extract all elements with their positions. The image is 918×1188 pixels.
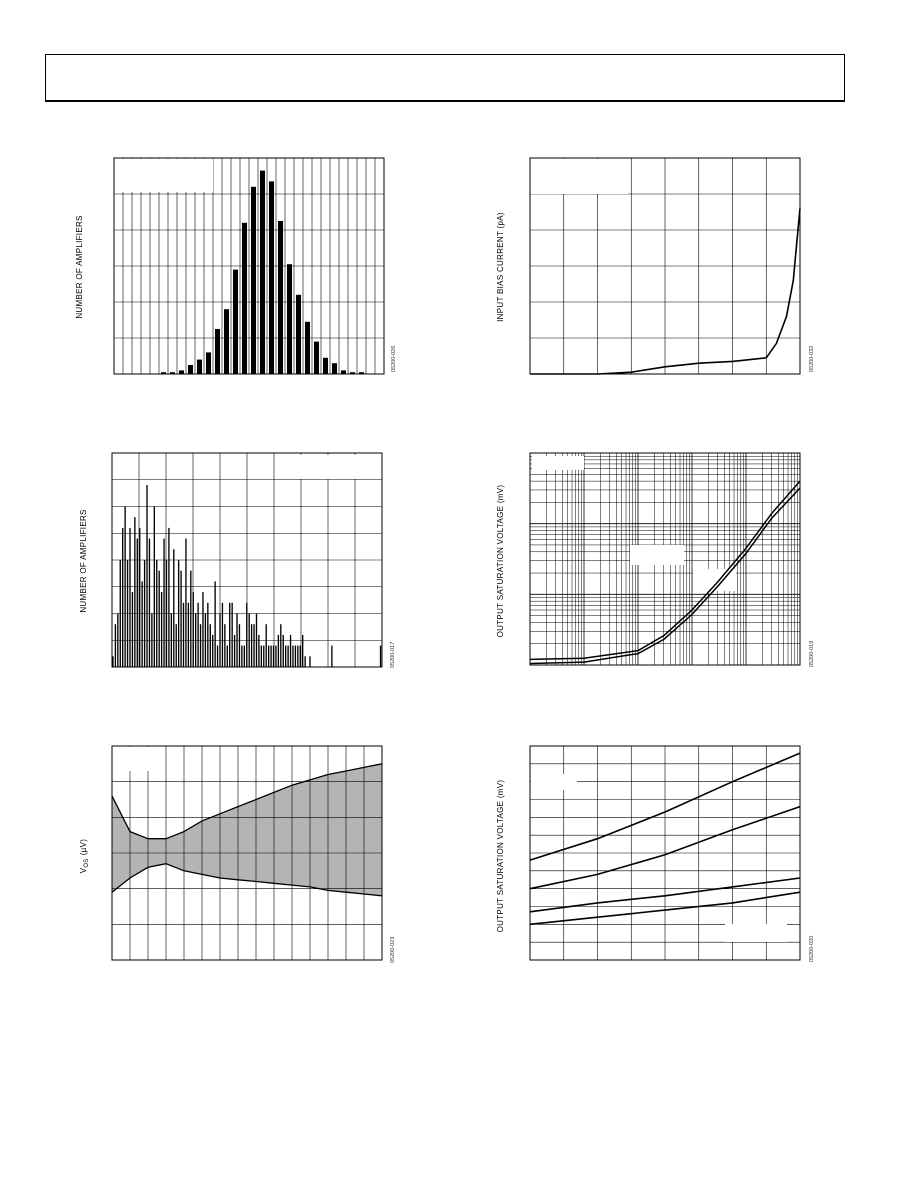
histogram-bar: [296, 295, 301, 374]
histogram-bar: [251, 624, 252, 667]
histogram-bar: [341, 370, 346, 374]
histogram-bar: [261, 646, 262, 667]
chart-tcvos-distribution: [60, 445, 405, 680]
histogram-bar: [146, 485, 147, 667]
histogram-bar: [120, 560, 121, 667]
figure-code: 05200-020: [809, 935, 815, 962]
histogram-bar: [171, 614, 172, 668]
y-axis-label: NUMBER OF AMPLIFIERS: [79, 509, 88, 613]
histogram-bar: [217, 646, 218, 667]
histogram-bar: [188, 603, 189, 667]
histogram-bar: [292, 646, 293, 667]
histogram-bar: [219, 614, 220, 668]
chart-svg: [60, 738, 405, 973]
histogram-bar: [331, 646, 332, 667]
legend-blank: [532, 456, 584, 470]
histogram-bar: [233, 270, 238, 374]
histogram-bar: [283, 635, 284, 667]
histogram-bar: [154, 507, 155, 668]
histogram-bar: [227, 646, 228, 667]
histogram-bar: [268, 646, 269, 667]
histogram-bar: [280, 624, 281, 667]
histogram-bar: [117, 614, 118, 668]
histogram-bar: [260, 171, 265, 374]
histogram-bar: [166, 560, 167, 667]
y-axis-label: OUTPUT SATURATION VOLTAGE (mV): [496, 779, 505, 933]
figure-code: 05200-017: [390, 641, 396, 668]
histogram-bar: [258, 635, 259, 667]
histogram-bar: [206, 352, 211, 374]
legend-blank: [113, 747, 158, 771]
histogram-bar: [178, 560, 179, 667]
histogram-bar: [205, 614, 206, 668]
histogram-bar: [132, 592, 133, 667]
histogram-bar: [188, 365, 193, 374]
page-header-box: [45, 54, 845, 102]
chart-output-saturation-vs-load: [482, 445, 827, 680]
histogram-bar: [202, 592, 203, 667]
legend-blank: [531, 159, 628, 194]
annotation-blank: [630, 545, 684, 565]
histogram-bar: [141, 581, 142, 667]
histogram-bar: [173, 549, 174, 667]
histogram-bar: [249, 614, 250, 668]
histogram-bar: [242, 223, 247, 374]
histogram-bar: [197, 360, 202, 374]
histogram-bar: [224, 624, 225, 667]
y-label-sub: OS: [84, 858, 90, 868]
histogram-bar: [295, 646, 296, 667]
figure-code: 05200-023: [390, 936, 396, 963]
histogram-bar: [253, 624, 254, 667]
y-axis-label: INPUT BIAS CURRENT (pA): [496, 212, 505, 322]
y-label-main: V: [79, 867, 88, 874]
histogram-bar: [332, 363, 337, 374]
histogram-bar: [127, 560, 128, 667]
histogram-bar: [285, 646, 286, 667]
histogram-bar: [129, 528, 130, 667]
y-axis-label: [79, 839, 90, 873]
histogram-bar: [266, 624, 267, 667]
histogram-bar: [212, 635, 213, 667]
histogram-bar: [195, 614, 196, 668]
histogram-bar: [241, 646, 242, 667]
histogram-bar: [124, 507, 125, 668]
histogram-bar: [256, 614, 257, 668]
vos-spread-band: [112, 764, 382, 896]
chart-svg: [482, 738, 827, 973]
histogram-bar: [134, 517, 135, 667]
histogram-bar: [229, 603, 230, 667]
histogram-bar: [197, 603, 198, 667]
histogram-bar: [224, 309, 229, 374]
chart-output-saturation-vs-temperature: [482, 738, 827, 973]
histogram-bar: [278, 635, 279, 667]
histogram-bar: [380, 646, 381, 667]
histogram-bar: [290, 635, 291, 667]
histogram-bar: [159, 571, 160, 667]
histogram-bar: [190, 571, 191, 667]
histogram-bar: [163, 539, 164, 667]
histogram-bar: [149, 539, 150, 667]
legend-blank: [277, 455, 380, 479]
y-axis-label: OUTPUT SATURATION VOLTAGE (mV): [496, 484, 505, 638]
chart-vos-vs-temperature: [60, 738, 405, 973]
annotation-blank: [531, 774, 577, 790]
chart-input-offset-distribution: [60, 150, 405, 385]
histogram-bar: [244, 646, 245, 667]
histogram-bar: [200, 624, 201, 667]
histogram-bar: [222, 603, 223, 667]
histogram-bar: [183, 603, 184, 667]
histogram-bar: [273, 646, 274, 667]
histogram-bar: [323, 358, 328, 374]
histogram-bar: [179, 370, 184, 374]
histogram-bar: [251, 187, 256, 374]
histogram-bar: [314, 342, 319, 374]
histogram-bar: [270, 646, 271, 667]
histogram-bar: [269, 181, 274, 374]
legend-blank: [115, 159, 213, 192]
histogram-bar: [137, 539, 138, 667]
histogram-bar: [144, 560, 145, 667]
histogram-bar: [246, 603, 247, 667]
histogram-bar: [151, 614, 152, 668]
histogram-bar: [112, 656, 113, 667]
histogram-bar: [168, 528, 169, 667]
figure-code: 05200-026: [391, 345, 397, 372]
histogram-bar: [215, 329, 220, 374]
chart-svg: [60, 150, 405, 385]
histogram-bar: [122, 528, 123, 667]
histogram-bar: [207, 603, 208, 667]
histogram-bar: [236, 614, 237, 668]
chart-svg: [482, 150, 827, 385]
histogram-bar: [115, 624, 116, 667]
figure-code: 05200-032: [809, 345, 815, 372]
histogram-bar: [139, 528, 140, 667]
chart-input-bias-current: [482, 150, 827, 385]
histogram-bar: [214, 581, 215, 667]
data-series-line: [530, 481, 800, 659]
histogram-bar: [287, 646, 288, 667]
histogram-bar: [156, 560, 157, 667]
histogram-bar: [300, 646, 301, 667]
data-series-line: [530, 488, 800, 664]
histogram-bar: [180, 571, 181, 667]
chart-svg: [60, 445, 405, 680]
histogram-bar: [185, 539, 186, 667]
histogram-bar: [176, 624, 177, 667]
histogram-bar: [278, 221, 283, 374]
y-axis-label: NUMBER OF AMPLIFIERS: [75, 215, 84, 319]
histogram-bar: [239, 624, 240, 667]
histogram-bar: [302, 635, 303, 667]
chart-svg: [482, 445, 827, 680]
histogram-bar: [297, 646, 298, 667]
histogram-bar: [263, 646, 264, 667]
histogram-bar: [231, 603, 232, 667]
y-label-unit: (µV): [79, 838, 88, 856]
figure-code: 05200-019: [809, 640, 815, 667]
histogram-bar: [234, 635, 235, 667]
histogram-bar: [305, 322, 310, 374]
histogram-bar: [193, 592, 194, 667]
histogram-bar: [304, 656, 305, 667]
histogram-bar: [161, 592, 162, 667]
histogram-bar: [287, 264, 292, 374]
annotation-blank: [725, 924, 787, 942]
histogram-bar: [309, 656, 310, 667]
histogram-bar: [275, 646, 276, 667]
histogram-bar: [210, 624, 211, 667]
